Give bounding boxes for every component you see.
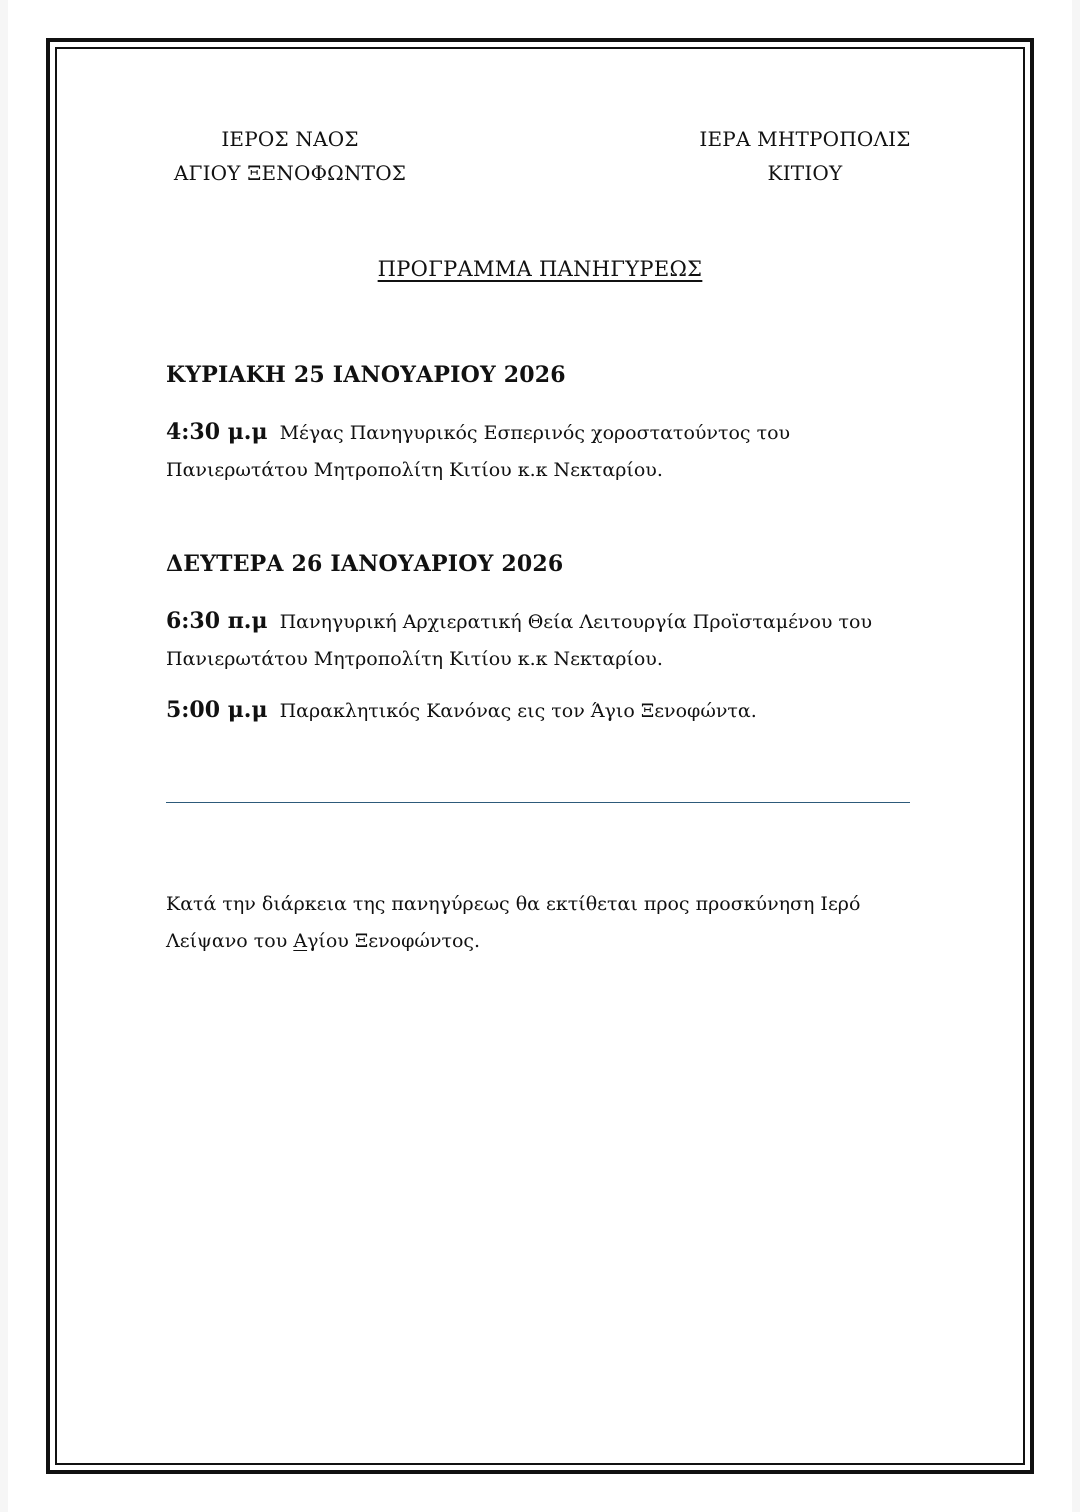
relic-note-line1: Κατά την διάρκεια της πανηγύρεως θα εκτίθεται προς προσκύνηση Ιερό xyxy=(166,893,861,915)
day-heading-monday: ΔΕΥΤΕΡΑ 26 ΙΑΝΟΥΑΡΙΟΥ 2026 xyxy=(166,551,564,577)
header-church-line2: ΑΓΙΟΥ ΞΕΝΟΦΩΝΤΟΣ xyxy=(173,161,407,185)
schedule-description: Πανηγυρική Αρχιερατική Θεία Λειτουργία Προϊσταμένου του xyxy=(279,611,873,633)
horizontal-divider xyxy=(166,802,910,803)
header-metropolis-line2: ΚΙΤΙΟΥ xyxy=(767,161,843,185)
schedule-entry-line1 xyxy=(166,603,926,641)
schedule-entry xyxy=(166,603,926,678)
schedule-time: 4:30 μ.μ xyxy=(166,419,268,445)
header-metropolis-line1: ΙΕΡΑ ΜΗΤΡΟΠΟΛΙΣ xyxy=(699,127,911,151)
relic-note-text-end: γίου Ξενοφώντος. xyxy=(307,930,481,952)
schedule-description: Παρακλητικός Κανόνας εις τον Άγιο Ξενοφώντα. xyxy=(279,700,757,722)
relic-note-line2 xyxy=(166,923,926,960)
header-church xyxy=(150,122,430,190)
schedule-entry xyxy=(166,414,926,489)
schedule-description: Μέγας Πανηγυρικός Εσπερινός χοροστατούντος του xyxy=(279,422,791,444)
schedule-description-cont: Πανιερωτάτου Μητροπολίτη Κιτίου κ.κ Νεκταρίου. xyxy=(166,459,663,481)
schedule-entry-line1 xyxy=(166,692,926,730)
day-heading-sunday: ΚΥΡΙΑΚΗ 25 ΙΑΝΟΥΑΡΙΟΥ 2026 xyxy=(166,362,566,388)
relic-note-underlined-letter: Α xyxy=(293,930,308,952)
schedule-time: 6:30 π.μ xyxy=(166,608,268,634)
schedule-entry xyxy=(166,692,926,730)
schedule-time: 5:00 μ.μ xyxy=(166,697,268,723)
header-metropolis xyxy=(665,122,945,190)
schedule-entry-line1 xyxy=(166,414,926,452)
header-church-line1: ΙΕΡΟΣ ΝΑΟΣ xyxy=(221,127,359,151)
relic-note xyxy=(166,886,926,960)
relic-note-text: Λείψανο του xyxy=(166,930,294,952)
schedule-description-cont: Πανιερωτάτου Μητροπολίτη Κιτίου κ.κ Νεκταρίου. xyxy=(166,648,663,670)
document-title: ΠΡΟΓΡΑΜΜΑ ΠΑΝΗΓΥΡΕΩΣ xyxy=(377,257,703,281)
